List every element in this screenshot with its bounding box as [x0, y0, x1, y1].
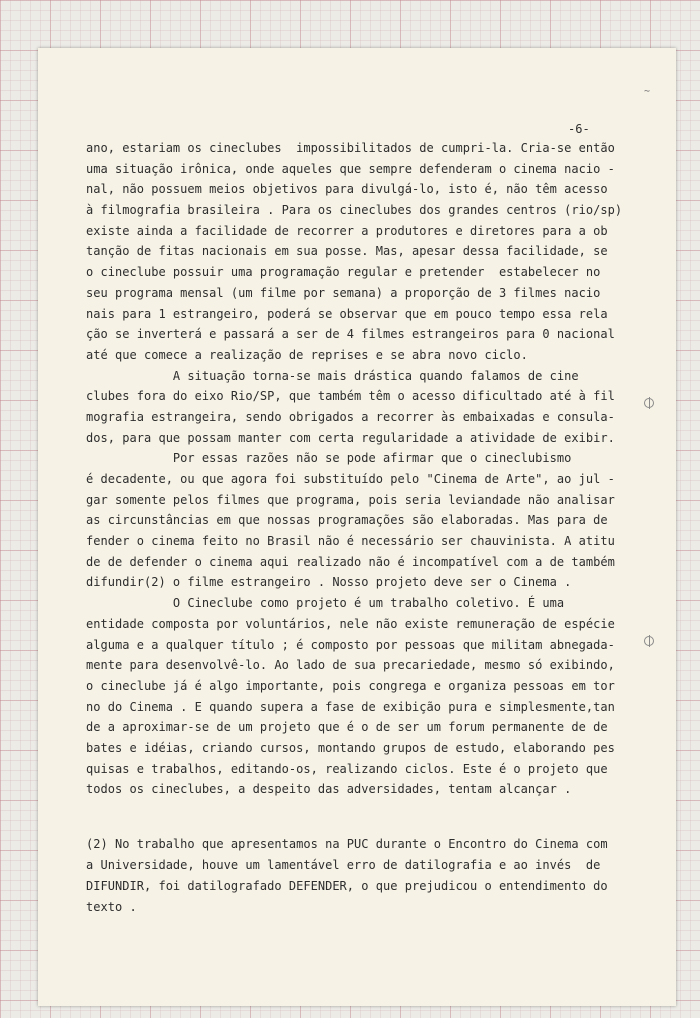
- corner-mark-icon: ∼: [644, 86, 651, 97]
- text-line: no do Cinema . E quando supera a fase de exibição pura e simplesmente,tan: [86, 699, 615, 714]
- text-line: o cineclube já é algo importante, pois congrega e organiza pessoas em tor: [86, 678, 615, 693]
- footnote-line: texto .: [86, 900, 137, 914]
- text-line: O Cineclube como projeto é um trabalho coletivo. É uma: [86, 596, 565, 611]
- footnote: [86, 834, 626, 918]
- text-line: dos, para que possam manter com certa regularidade a atividade de exibir.: [86, 430, 615, 445]
- text-line: é decadente, ou que agora foi substituído pelo "Cinema de Arte", ao jul -: [86, 472, 615, 486]
- text-line: tanção de fitas nacionais em sua posse. Mas, apesar dessa facilidade, se: [86, 244, 608, 259]
- text-line: A situação torna-se mais drástica quando falamos de cine: [86, 368, 579, 383]
- punch-hole-icon: [644, 636, 654, 646]
- text-line: as circunstâncias em que nossas programações são elaboradas. Mas para de: [86, 513, 608, 528]
- text-line: bates e idéias, criando cursos, montando grupos de estudo, elaborando pes: [86, 740, 615, 755]
- body-text: [86, 138, 626, 800]
- text-line: quisas e trabalhos, editando-os, realizando ciclos. Este é o projeto que: [86, 761, 608, 776]
- page-number: -6-: [568, 122, 590, 136]
- text-line: de de defender o cinema aqui realizado não é incompatível com a de também: [86, 554, 615, 569]
- text-line: até que comece a realização de reprises e se abra novo ciclo.: [86, 347, 528, 362]
- text-line: nal, não possuem meios objetivos para divulgá-lo, isto é, não têm acesso: [86, 182, 608, 197]
- text-line: gar somente pelos filmes que programa, pois seria leviandade não analisar: [86, 492, 615, 507]
- text-line: ano, estariam os cineclubes impossibilitados de cumpri-la. Cria-se então: [86, 141, 615, 155]
- text-line: todos os cineclubes, a despeito das adversidades, tentam alcançar .: [86, 782, 572, 797]
- text-line: mente para desenvolvê-lo. Ao lado de sua precariedade, mesmo só exibindo,: [86, 658, 615, 673]
- text-line: difundir(2) o filme estrangeiro . Nosso projeto deve ser o Cinema .: [86, 575, 572, 590]
- text-line: alguma e a qualquer título ; é composto por pessoas que militam abnegada-: [86, 637, 615, 652]
- text-line: de a aproximar-se de um projeto que é o de ser um forum permanente de de: [86, 720, 608, 735]
- footnote-line: a Universidade, houve um lamentável erro de datilografia e ao invés de: [86, 858, 601, 872]
- text-line: fender o cinema feito no Brasil não é necessário ser chauvinista. A atitu: [86, 534, 615, 549]
- text-line: ção se inverterá e passará a ser de 4 filmes estrangeiros para 0 nacional: [86, 327, 615, 342]
- text-line: uma situação irônica, onde aqueles que sempre defenderam o cinema nacio -: [86, 161, 615, 176]
- text-line: existe ainda a facilidade de recorrer a produtores e diretores para a ob: [86, 223, 608, 238]
- text-line: seu programa mensal (um filme por semana) a proporção de 3 filmes nacio: [86, 285, 601, 300]
- text-line: entidade composta por voluntários, nele não existe remuneração de espécie: [86, 616, 615, 631]
- text-line: Por essas razões não se pode afirmar que o cineclubismo: [86, 451, 572, 466]
- text-line: clubes fora do eixo Rio/SP, que também têm o acesso dificultado até à fil: [86, 389, 615, 404]
- footnote-line: (2) No trabalho que apresentamos na PUC durante o Encontro do Cinema com: [86, 837, 608, 851]
- text-line: mografia estrangeira, sendo obrigados a recorrer às embaixadas e consula-: [86, 409, 615, 424]
- text-line: o cineclube possuir uma programação regular e pretender estabelecer no: [86, 265, 601, 280]
- text-line: nais para 1 estrangeiro, poderá se observar que em pouco tempo essa rela: [86, 306, 608, 321]
- footnote-line: DIFUNDIR, foi datilografado DEFENDER, o que prejudicou o entendimento do: [86, 879, 608, 893]
- typewritten-page: [38, 48, 676, 1006]
- punch-hole-icon: [644, 398, 654, 408]
- text-line: à filmografia brasileira . Para os cineclubes dos grandes centros (rio/sp): [86, 203, 623, 218]
